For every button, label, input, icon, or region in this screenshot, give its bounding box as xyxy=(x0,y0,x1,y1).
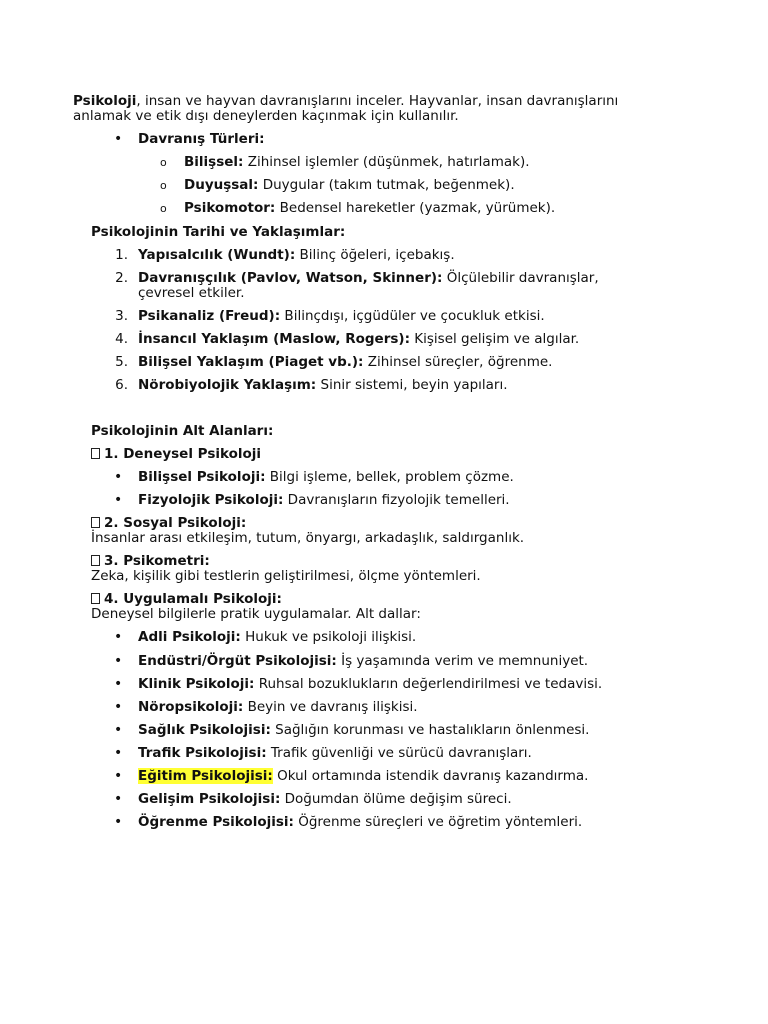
list-number: 5. xyxy=(115,354,128,370)
social-title: 2. Sosyal Psikoloji: xyxy=(91,515,246,531)
experimental-item: Bilişsel Psikoloji: Bilgi işleme, bellek, problem çözme. xyxy=(138,469,514,485)
circle-bullet-icon: o xyxy=(160,156,167,169)
subfields-heading: Psikolojinin Alt Alanları: xyxy=(91,423,274,439)
bullet-icon: • xyxy=(114,722,123,738)
list-number: 4. xyxy=(115,331,128,347)
history-item: Psikanaliz (Freud): Bilinçdışı, içgüdüler ve çocukluk etkisi. xyxy=(138,308,545,324)
applied-item: Adli Psikoloji: Hukuk ve psikoloji ilişkisi. xyxy=(138,629,417,645)
bullet-icon: • xyxy=(114,745,123,761)
bullet-icon: • xyxy=(114,791,123,807)
behavior-item: Duyuşsal: Duygular (takım tutmak, beğenmek). xyxy=(184,177,515,193)
bullet-icon: • xyxy=(114,469,123,485)
bullet-icon: • xyxy=(114,814,123,830)
behavior-item: Psikomotor: Bedensel hareketler (yazmak, yürümek). xyxy=(184,200,556,216)
applied-item: Endüstri/Örgüt Psikolojisi: İş yaşamında verim ve memnuniyet. xyxy=(138,653,589,669)
applied-desc: Deneysel bilgilerle pratik uygulamalar. Alt dallar: xyxy=(91,606,421,622)
history-item: Nörobiyolojik Yaklaşım: Sinir sistemi, beyin yapıları. xyxy=(138,377,508,393)
bullet-icon: • xyxy=(114,653,123,669)
applied-item: Sağlık Psikolojisi: Sağlığın korunması ve hastalıkların önlenmesi. xyxy=(138,722,590,738)
bullet-icon: • xyxy=(114,131,123,147)
behavior-heading: Davranış Türleri: xyxy=(138,131,265,147)
bullet-icon: • xyxy=(114,768,123,784)
list-number: 2. xyxy=(115,270,128,286)
history-item: İnsancıl Yaklaşım (Maslow, Rogers): Kişisel gelişim ve algılar. xyxy=(138,331,580,347)
applied-item-highlighted: Eğitim Psikolojisi: Okul ortamında istendik davranış kazandırma. xyxy=(138,768,589,784)
applied-item: Öğrenme Psikolojisi: Öğrenme süreçleri ve öğretim yöntemleri. xyxy=(138,814,583,830)
intro-line-2: anlamak ve etik dışı deneylerden kaçınmak için kullanılır. xyxy=(73,108,459,124)
placeholder-glyph-icon xyxy=(91,448,100,459)
circle-bullet-icon: o xyxy=(160,202,167,215)
behavior-item: Bilişsel: Zihinsel işlemler (düşünmek, hatırlamak). xyxy=(184,154,530,170)
history-heading: Psikolojinin Tarihi ve Yaklaşımlar: xyxy=(91,224,346,240)
bullet-icon: • xyxy=(114,676,123,692)
highlighted-term: Eğitim Psikolojisi: xyxy=(138,768,273,784)
history-item: Bilişsel Yaklaşım (Piaget vb.): Zihinsel süreçler, öğrenme. xyxy=(138,354,553,370)
history-item: Yapısalcılık (Wundt): Bilinç öğeleri, içebakış. xyxy=(138,247,455,263)
experimental-item: Fizyolojik Psikoloji: Davranışların fizyolojik temelleri. xyxy=(138,492,510,508)
psychometry-desc: Zeka, kişilik gibi testlerin geliştirilmesi, ölçme yöntemleri. xyxy=(91,568,481,584)
bullet-icon: • xyxy=(114,629,123,645)
applied-item: Nöropsikoloji: Beyin ve davranış ilişkisi. xyxy=(138,699,418,715)
applied-item: Klinik Psikoloji: Ruhsal bozuklukların değerlendirilmesi ve tedavisi. xyxy=(138,676,603,692)
bullet-icon: • xyxy=(114,492,123,508)
social-desc: İnsanlar arası etkileşim, tutum, önyargı, arkadaşlık, saldırganlık. xyxy=(91,530,525,546)
list-number: 6. xyxy=(115,377,128,393)
history-item: Davranışçılık (Pavlov, Watson, Skinner): Ölçülebilir davranışlar, xyxy=(138,270,599,286)
applied-title: 4. Uygulamalı Psikoloji: xyxy=(91,591,282,607)
psychometry-title: 3. Psikometri: xyxy=(91,553,210,569)
applied-item: Trafik Psikolojisi: Trafik güvenliği ve sürücü davranışları. xyxy=(138,745,532,761)
list-number: 3. xyxy=(115,308,128,324)
placeholder-glyph-icon xyxy=(91,593,100,604)
experimental-title: 1. Deneysel Psikoloji xyxy=(91,446,261,462)
circle-bullet-icon: o xyxy=(160,179,167,192)
placeholder-glyph-icon xyxy=(91,555,100,566)
history-item-continuation: çevresel etkiler. xyxy=(138,285,245,301)
list-number: 1. xyxy=(115,247,128,263)
placeholder-glyph-icon xyxy=(91,517,100,528)
bullet-icon: • xyxy=(114,699,123,715)
applied-item: Gelişim Psikolojisi: Doğumdan ölüme değişim süreci. xyxy=(138,791,512,807)
intro-line-1: Psikoloji, insan ve hayvan davranışlarını inceler. Hayvanlar, insan davranışlarını xyxy=(73,93,619,109)
